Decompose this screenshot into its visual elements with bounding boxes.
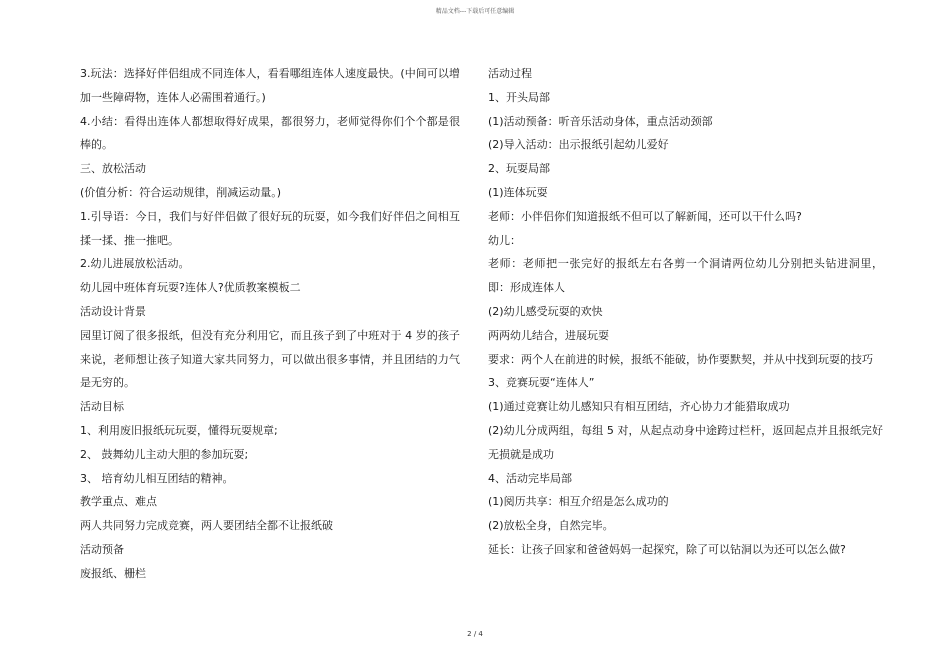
list-item: 1、利用废旧报纸玩玩耍，懂得玩耍规章; [80, 423, 278, 437]
paragraph: (2)幼儿分成两组，每组 5 对，从起点动身中途跨过栏杆，返回起点并且报纸完好无损就是成功 [488, 423, 883, 461]
paragraph: (1)阅历共享：相互介绍是怎么成功的 [488, 495, 669, 509]
list-item: 3、 培育幼儿相互团结的精神。 [80, 471, 234, 485]
paragraph: (2)幼儿感受玩耍的欢快 [488, 304, 603, 318]
paragraph: 3.玩法：选择好伴侣组成不同连体人，看看哪组连体人速度最快。(中间可以增加一些障碍物，连体人必需围着通行。) [80, 67, 460, 104]
section-heading: 教学重点、难点 [80, 495, 157, 509]
section-heading: 活动目标 [80, 400, 124, 414]
paragraph: 老师：小伴侣你们知道报纸不但可以了解新闻，还可以干什么吗? [488, 209, 802, 223]
section-heading: 3、竞赛玩耍“连体人” [488, 376, 595, 390]
paragraph: 2.幼儿进展放松活动。 [80, 257, 190, 271]
section-heading: 1、开头局部 [488, 90, 550, 104]
left-column [80, 62, 460, 586]
paragraph: 两人共同努力完成竞赛，两人要团结全都不让报纸破 [80, 519, 333, 533]
paragraph: 1.引导语：今日，我们与好伴侣做了很好玩的玩耍，如今我们好伴侣之间相互揉一揉、推一推吧。 [80, 209, 460, 247]
paragraph: (1)连体玩耍 [488, 185, 548, 199]
section-heading: 4、活动完毕局部 [488, 471, 572, 485]
paragraph: 幼儿： [488, 233, 521, 247]
section-heading: 2、玩耍局部 [488, 162, 550, 176]
paragraph: 要求：两个人在前进的时候，报纸不能破，协作要默契，并从中找到玩耍的技巧 [488, 352, 873, 366]
paragraph: (1)通过竞赛让幼儿感知只有相互团结，齐心协力才能猎取成功 [488, 400, 790, 414]
paragraph: 废报纸、栅栏 [80, 566, 146, 580]
paragraph: (价值分析：符合运动规律，削减运动量。) [80, 185, 282, 199]
section-heading: 活动过程 [488, 67, 532, 80]
paragraph: (2)放松全身，自然完毕。 [488, 519, 614, 533]
page-number: 2 / 4 [467, 630, 483, 638]
paragraph: (1)活动预备：听音乐活动身体，重点活动颈部 [488, 114, 713, 128]
paragraph: (2)导入活动：出示报纸引起幼儿爱好 [488, 138, 669, 152]
section-heading: 三、放松活动 [80, 162, 146, 176]
section-heading: 幼儿园中班体育玩耍?连体人?优质教案模板二 [80, 281, 301, 295]
paragraph: 两两幼儿结合，进展玩耍 [488, 328, 609, 342]
paragraph: 园里订阅了很多报纸，但没有充分利用它，而且孩子到了中班对于 4 岁的孩子来说，老师想让孩子知道大家共同努力，可以做出很多事情，并且团结的力气是无穷的。 [80, 328, 460, 390]
section-heading: 活动设计背景 [80, 304, 146, 318]
page-header: 精品文档---下载后可任意编辑 [435, 8, 515, 15]
paragraph: 老师：老师把一张完好的报纸左右各剪一个洞请两位幼儿分别把头钻进洞里，即：形成连体人 [488, 257, 883, 295]
section-heading: 活动预备 [80, 542, 124, 556]
right-column [488, 62, 883, 562]
paragraph: 4.小结：看得出连体人都想取得好成果，都很努力，老师觉得你们个个都是很棒的。 [80, 114, 460, 152]
list-item: 2、 鼓舞幼儿主动大胆的参加玩耍; [80, 447, 249, 461]
paragraph: 延长：让孩子回家和爸爸妈妈一起探究，除了可以钻洞以为还可以怎么做? [488, 542, 846, 556]
